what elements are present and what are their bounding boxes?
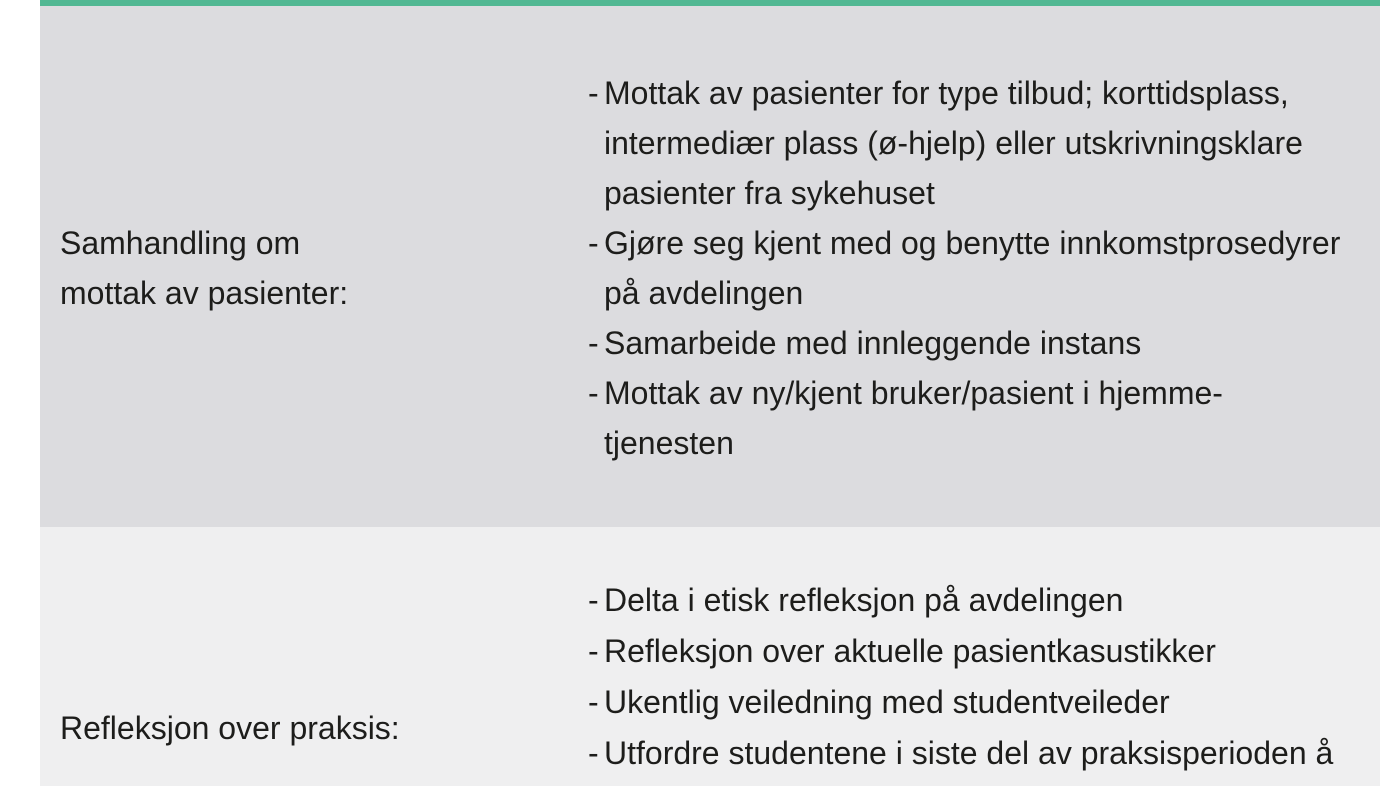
row-item-list	[588, 68, 1340, 468]
row-label	[60, 218, 348, 318]
list-item	[588, 728, 1333, 779]
item-line: Ukentlig veiledning med studentveileder	[604, 684, 1170, 720]
list-dash: -	[588, 633, 599, 669]
list-dash: -	[588, 582, 599, 618]
list-item	[588, 218, 1340, 318]
row-label	[60, 703, 400, 753]
list-item	[588, 626, 1333, 677]
item-line: Delta i etisk refleksjon på avdelingen	[604, 582, 1124, 618]
item-line: tjenesten	[604, 425, 734, 461]
item-line: Gjøre seg kjent med og benytte innkomstprosedyrer	[604, 225, 1341, 261]
list-item	[588, 368, 1340, 468]
list-dash: -	[588, 684, 599, 720]
list-dash: -	[588, 225, 599, 261]
item-line: på avdelingen	[604, 275, 804, 311]
list-dash: -	[588, 75, 599, 111]
item-line: pasienter fra sykehuset	[604, 175, 935, 211]
row-label-line: Refleksjon over praksis:	[60, 710, 400, 746]
item-line: intermediær plass (ø-hjelp) eller utskrivningsklare	[604, 125, 1303, 161]
item-line: Refleksjon over aktuelle pasientkasustikker	[604, 633, 1216, 669]
list-item	[588, 318, 1340, 368]
item-line: Mottak av ny/kjent bruker/pasient i hjemme-	[604, 375, 1223, 411]
table-row-refleksjon	[40, 527, 1380, 786]
item-line: Utfordre studentene i siste del av praksisperioden å	[604, 735, 1334, 771]
list-item	[588, 575, 1333, 626]
row-item-list	[588, 575, 1333, 779]
item-line: Mottak av pasienter for type tilbud; korttidsplass,	[604, 75, 1289, 111]
item-line: Samarbeide med innleggende instans	[604, 325, 1142, 361]
list-dash: -	[588, 325, 599, 361]
row-label-line: Samhandling om	[60, 225, 301, 261]
list-dash: -	[588, 375, 599, 411]
table-row-samhandling	[40, 6, 1380, 527]
list-dash: -	[588, 735, 599, 771]
row-label-line: mottak av pasienter:	[60, 275, 349, 311]
list-item	[588, 68, 1340, 218]
list-item	[588, 677, 1333, 728]
